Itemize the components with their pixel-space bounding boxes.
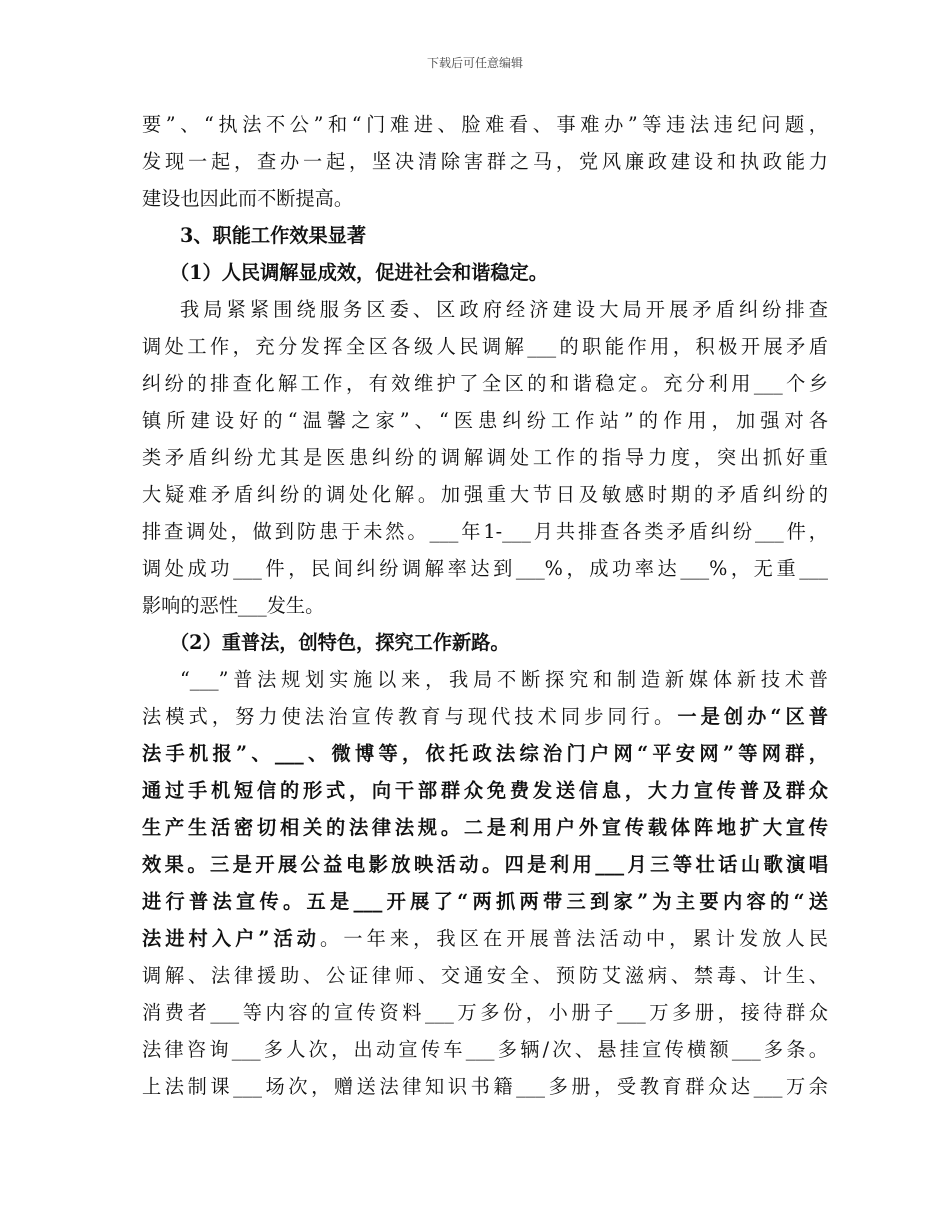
text-line xyxy=(142,1031,828,1068)
document-body xyxy=(142,106,828,1105)
text-line xyxy=(142,402,828,439)
text-segment: 要”、“执法不公”和“门难进、脸难看、事难办”等违法违纪问题， xyxy=(142,113,828,136)
text-segment: 法律咨询___多人次，出动宣传车___多辆/次、悬挂宣传横额___多条。 xyxy=(142,1038,828,1061)
text-line xyxy=(142,846,828,883)
text-line xyxy=(142,957,828,994)
text-line xyxy=(142,143,828,180)
text-line xyxy=(142,291,828,328)
text-line xyxy=(142,920,828,957)
bold-text-segment: 法进村入户”活动 xyxy=(142,927,321,950)
text-line xyxy=(142,513,828,550)
text-segment: 。一年来，我区在开展普法活动中，累计发放人民 xyxy=(320,927,828,950)
text-line xyxy=(142,439,828,476)
text-line xyxy=(142,180,828,217)
text-line xyxy=(142,476,828,513)
bold-text-segment: 进行普法宣传。五是___开展了“两抓两带三到家”为主要内容的“送 xyxy=(142,890,828,913)
text-segment: 大疑难矛盾纠纷的调处化解。加强重大节日及敏感时期的矛盾纠纷的 xyxy=(142,483,828,506)
text-segment: 纠纷的排查化解工作，有效维护了全区的和谐稳定。充分利用___个乡 xyxy=(142,372,828,395)
page-header: 下载后可任意编辑 xyxy=(426,56,523,70)
text-line xyxy=(142,735,828,772)
text-segment: 排查调处，做到防患于未然。___年1-___月共排查各类矛盾纠纷___件， xyxy=(142,520,828,543)
text-segment: 上法制课___场次，赠送法律知识书籍___多册，受教育群众达___万余 xyxy=(142,1075,828,1098)
text-line xyxy=(142,254,828,291)
text-segment: 调解、法律援助、公证律师、交通安全、预防艾滋病、禁毒、计生、 xyxy=(142,964,828,987)
text-segment: 我局紧紧围绕服务区委、区政府经济建设大局开展矛盾纠纷排查 xyxy=(180,298,828,321)
text-segment: 调处工作，充分发挥全区各级人民调解___的职能作用，积极开展矛盾 xyxy=(142,335,828,358)
text-segment: 影响的恶性___发生。 xyxy=(142,594,325,617)
text-segment: “___”普法规划实施以来，我局不断探究和制造新媒体新技术普 xyxy=(180,668,828,691)
text-line xyxy=(142,809,828,846)
bold-text-segment: 生产生活密切相关的法律法规。二是利用户外宣传载体阵地扩大宣传 xyxy=(142,816,828,839)
text-segment: 建设也因此而不断提高。 xyxy=(142,187,354,210)
text-line xyxy=(142,772,828,809)
text-segment: 调处成功___件，民间纠纷调解率达到___%，成功率达___%，无重___ xyxy=(142,557,828,580)
text-line xyxy=(142,106,828,143)
text-line xyxy=(142,550,828,587)
text-line xyxy=(142,994,828,1031)
text-line xyxy=(142,698,828,735)
text-line xyxy=(142,624,828,661)
bold-text-segment: 一是创办“区普 xyxy=(677,705,828,728)
text-line xyxy=(142,883,828,920)
text-segment: 镇所建设好的“温馨之家”、“医患纠纷工作站”的作用，加强对各 xyxy=(142,409,828,432)
bold-text-segment: 效果。三是开展公益电影放映活动。四是利用___月三等壮话山歌演唱 xyxy=(142,853,828,876)
text-line xyxy=(142,217,828,254)
bold-text-segment: 3、职能工作效果显著 xyxy=(180,224,367,247)
text-line xyxy=(142,587,828,624)
bold-text-segment: 法手机报”、___、微博等，依托政法综治门户网“平安网”等网群， xyxy=(142,742,828,765)
bold-text-segment: （1）人民调解显成效，促进社会和谐稳定。 xyxy=(170,261,548,284)
bold-text-segment: （2）重普法，创特色，探究工作新路。 xyxy=(170,631,510,654)
text-line xyxy=(142,328,828,365)
text-segment: 发现一起，查办一起，坚决清除害群之马，党风廉政建设和执政能力 xyxy=(142,150,828,173)
text-segment: 法模式，努力使法治宣传教育与现代技术同步同行。 xyxy=(142,705,678,728)
text-segment: 类矛盾纠纷尤其是医患纠纷的调解调处工作的指导力度，突出抓好重 xyxy=(142,446,828,469)
text-line xyxy=(142,365,828,402)
text-line xyxy=(142,661,828,698)
text-line xyxy=(142,1068,828,1105)
text-segment: 消费者___等内容的宣传资料___万多份，小册子___万多册，接待群众 xyxy=(142,1001,828,1024)
bold-text-segment: 通过手机短信的形式，向干部群众免费发送信息，大力宣传普及群众 xyxy=(142,779,828,802)
